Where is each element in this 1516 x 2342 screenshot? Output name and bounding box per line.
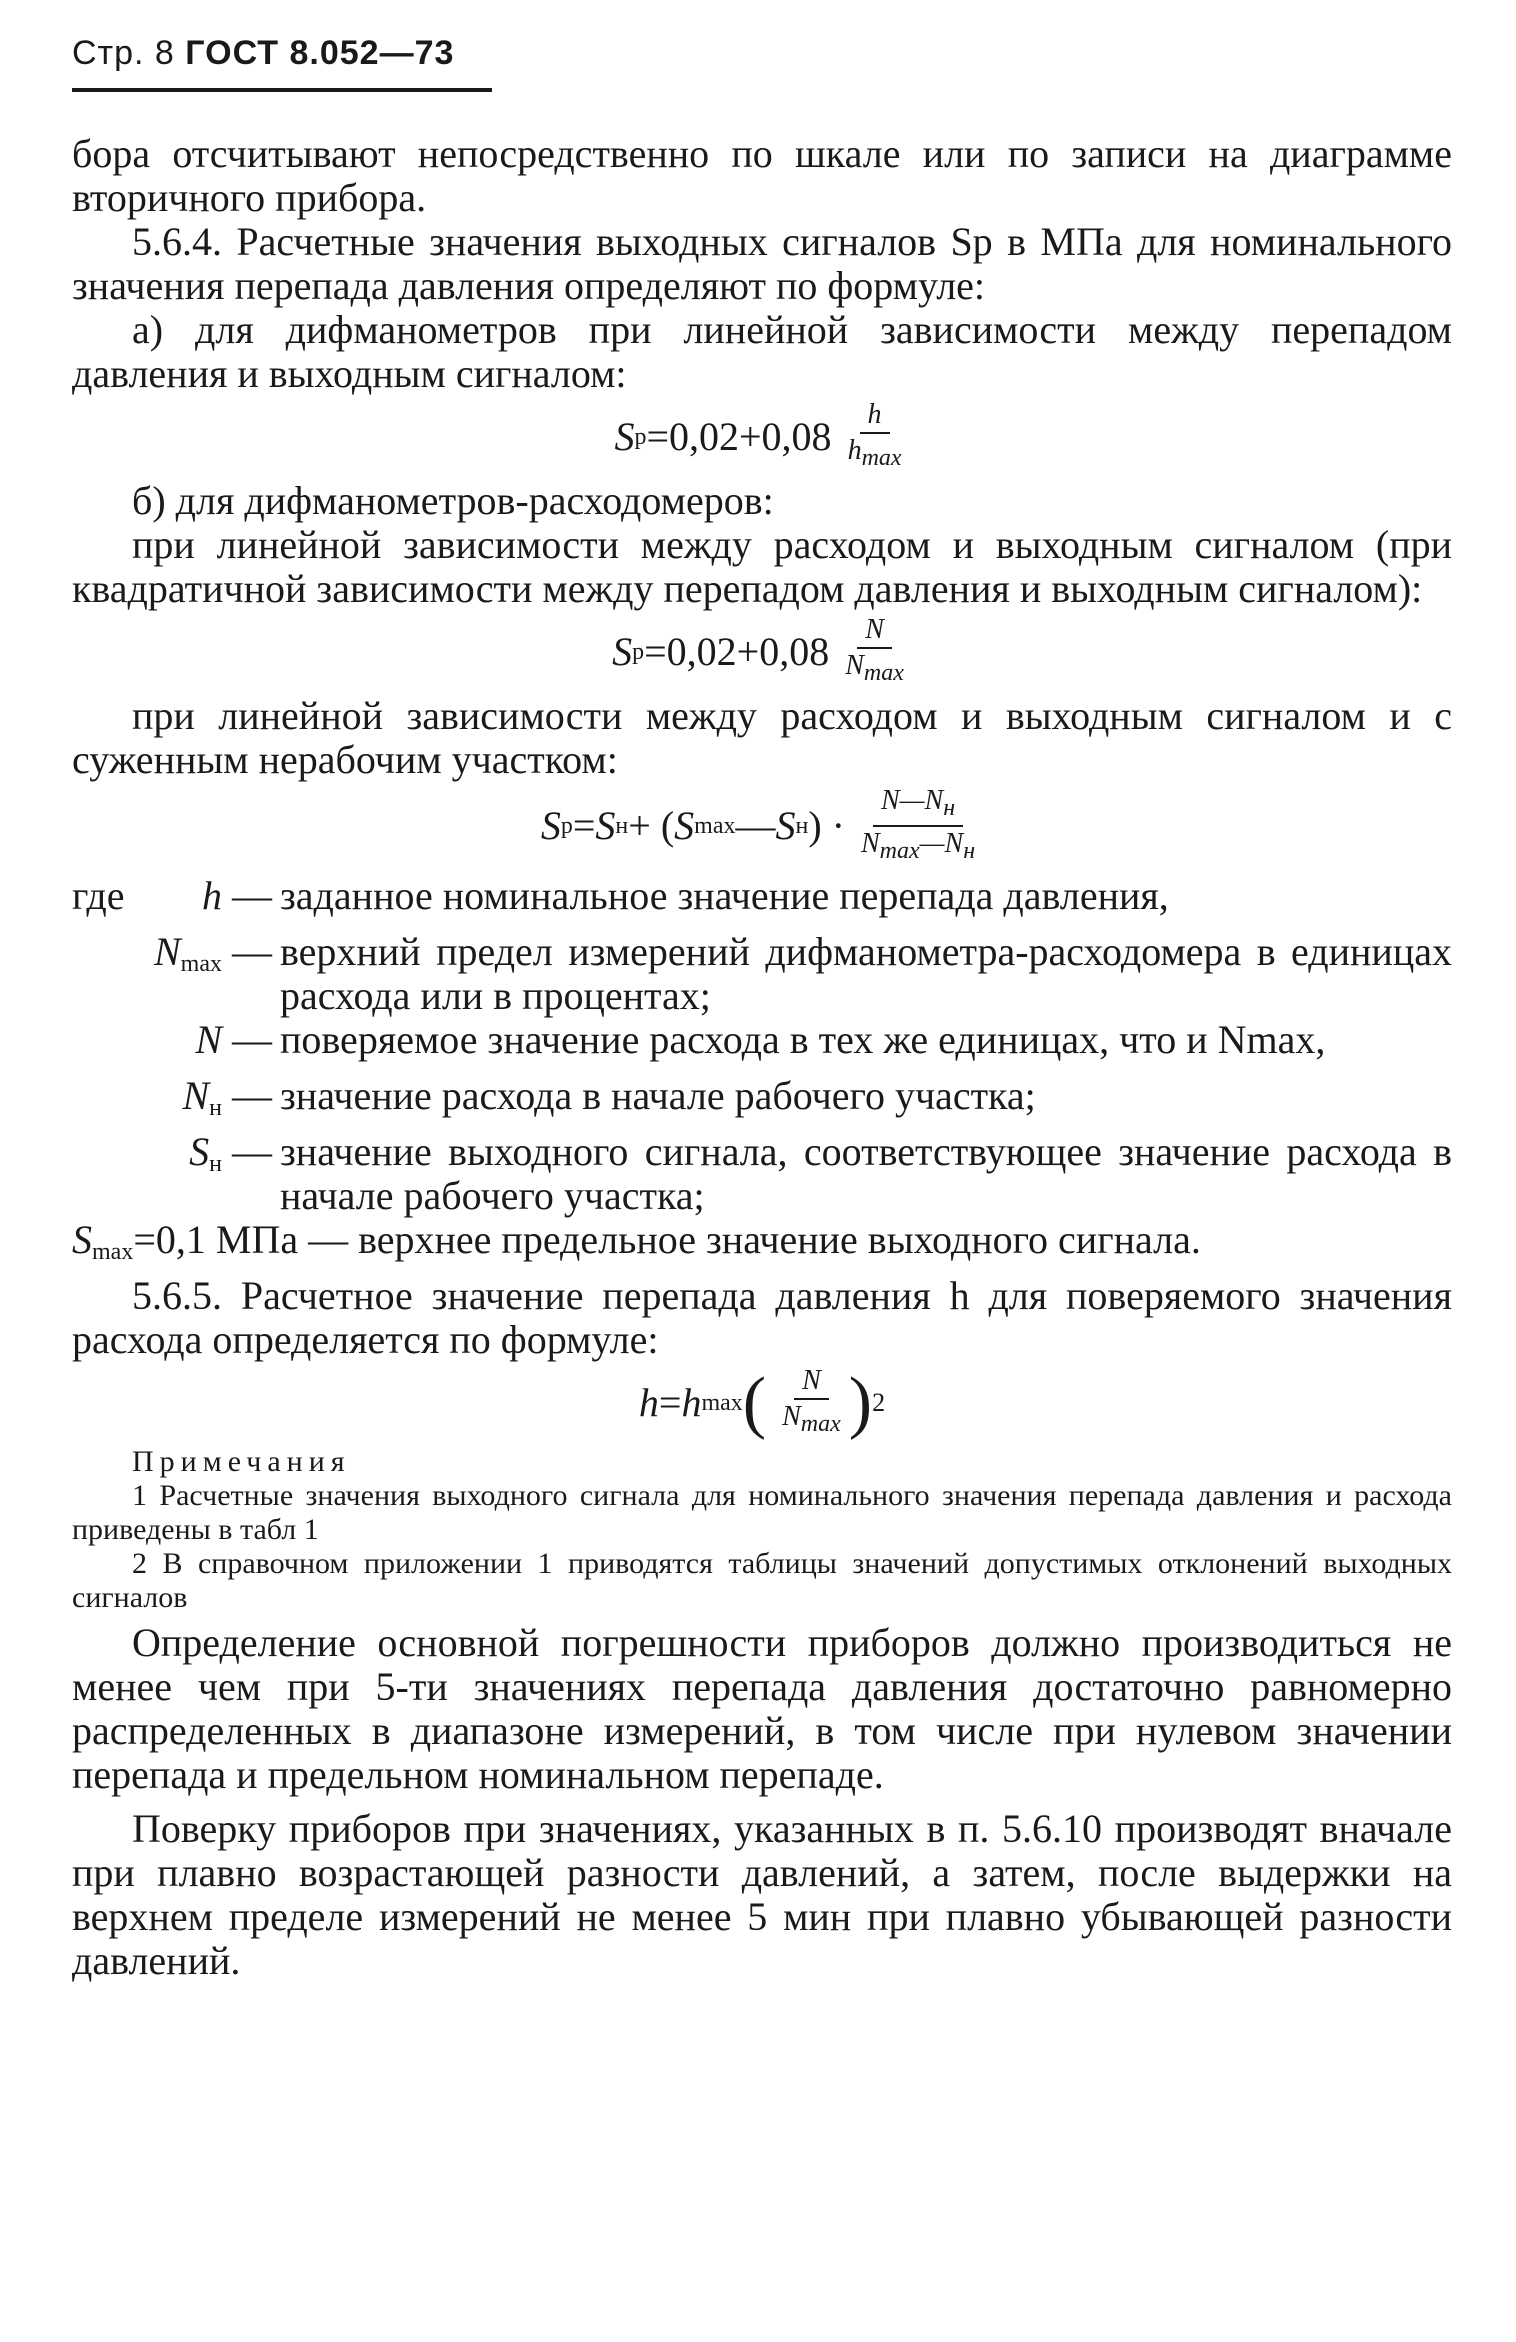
page-number: Стр. 8 xyxy=(72,34,175,72)
fraction: $\frac{N}{Nmax}$ xyxy=(845,614,904,686)
definition-row: $N_{max}$ — верхний предел измерений дифманометра-расходомера в единицах расхода или в процентах; xyxy=(153,929,1452,1018)
formula-sp-flow: S р =0,02+0,08 $\frac{N}{Nmax}$ xyxy=(72,615,1452,688)
paragraph: Определение основной погрешности приборов должно производиться не менее чем при 5-ти значениях перепада давления достаточно равномерно распределенных в диапазоне измерений, в том числе при нулевом значении перепада и предельном номинальном перепаде. xyxy=(72,1620,1452,1797)
notes-title: Примечания xyxy=(132,1445,351,1478)
notes-block xyxy=(72,1445,1452,1615)
definition-row: $S_{max}=0,1$ МПа — верхнее предельное значение выходного сигнала. xyxy=(72,1217,1201,1265)
item-a: а) для дифманометров при линейной зависимости между перепадом давления и выходным сигналом: xyxy=(72,307,1452,396)
section-5-6-5: 5.6.5. Расчетное значение перепада давления h для поверяемого значения расхода определяется по формуле: xyxy=(72,1273,1452,1362)
standard-id: ГОСТ 8.052—73 xyxy=(185,34,455,72)
paragraph: при линейной зависимости между расходом и выходным сигналом и с суженным нерабочим участком: xyxy=(72,693,1452,782)
section-5-6-4: 5.6.4. Расчетные значения выходных сигналов Sр в МПа для номинального значения перепада давления определяют по формуле: xyxy=(72,219,1452,308)
item-b: б) для дифманометров-расходомеров: xyxy=(132,478,774,523)
note-item: 2 В справочном приложении 1 приводятся таблицы значений допустимых отклонений выходных сигналов xyxy=(72,1547,1452,1614)
fraction: $\frac{N—Nн}{Nmax—Nн}$ xyxy=(860,785,976,864)
note-item: 1 Расчетные значения выходного сигнала для номинального значения перепада давления и расхода приведены в табл 1 xyxy=(72,1479,1452,1546)
definition-row: $S_н$ — значение выходного сигнала, соответствующее значение расхода в начале рабочего участка; xyxy=(189,1129,1452,1218)
formula-h: h = h max ( $\frac{N}{Nmax}$ ) 2 xyxy=(638,1363,886,1441)
definition-row: $N_н$ — значение расхода в начале рабочего участка; xyxy=(182,1073,1036,1121)
paragraph: Поверку приборов при значениях, указанных в п. 5.6.10 производят вначале при плавно возрастающей разности давлений, а затем, после выдержки на верхнем пределе измерений не менее 5 мин при плавно убывающей разности давлений. xyxy=(72,1806,1452,1983)
definitions-list xyxy=(72,874,1452,1274)
header-rule xyxy=(72,88,492,92)
definition-row: где h — заданное номинальное значение перепада давления, xyxy=(72,873,1169,918)
paragraph: при линейной зависимости между расходом и выходным сигналом (при квадратичной зависимости между перепадом давления и выходным сигналом): xyxy=(72,522,1452,611)
formula-sp-narrowed: S р = S н + ( S max — S н ) · $\frac{N—Nн}{Nmax—Nн}$ xyxy=(72,786,1452,866)
fraction: $\frac{N}{Nmax}$ xyxy=(782,1365,841,1437)
page-header xyxy=(72,34,454,73)
fraction: $\frac{h}{hmax}$ xyxy=(847,399,902,471)
formula-sp-linear: S р =0,02+0,08 $\frac{h}{hmax}$ xyxy=(72,400,1452,473)
definition-row: N — поверяемое значение расхода в тех же единицах, что и Nmax, xyxy=(195,1017,1326,1062)
page-body xyxy=(72,132,1452,1983)
paragraph: бора отсчитывают непосредственно по шкале или по записи на диаграмме вторичного прибора. xyxy=(72,131,1452,220)
